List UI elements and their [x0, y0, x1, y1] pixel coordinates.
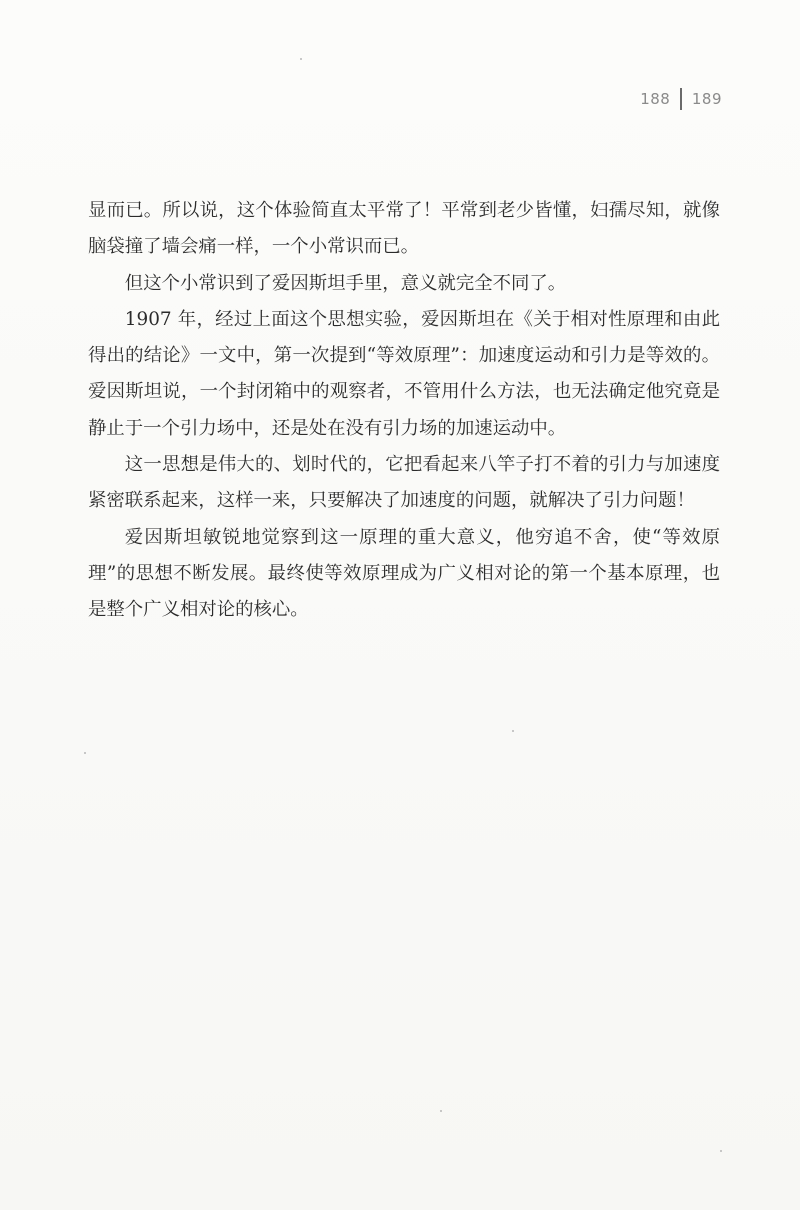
paragraph: 1907 年，经过上面这个思想实验，爱因斯坦在《关于相对性原理和由此得出的结论》一文中，第一次提到“等效原理”：加速度运动和引力是等效的。爱因斯坦说，一个封闭箱中的观察者，不管用什么方法，也无法确定他究竟是静止于一个引力场中，还是处在没有引力场的加速运动中。 [88, 308, 720, 439]
page-number-header [640, 88, 722, 110]
paper-speck [720, 1150, 722, 1152]
right-page-number: 189 [691, 90, 722, 108]
paragraph: 这一思想是伟大的、划时代的，它把看起来八竿子打不着的引力与加速度紧密联系起来，这样一来，只要解决了加速度的问题，就解决了引力问题！ [88, 454, 720, 512]
paper-speck [512, 730, 514, 732]
paper-speck [440, 1110, 442, 1112]
body-text [88, 193, 720, 629]
paragraph: 爱因斯坦敏锐地觉察到这一原理的重大意义，他穷追不舍，使“等效原理”的思想不断发展。最终使等效原理成为广义相对论的第一个基本原理，也是整个广义相对论的核心。 [88, 526, 720, 621]
page-number-divider [680, 88, 682, 110]
paper-speck [300, 58, 302, 60]
paragraph-continuation: 显而已。所以说，这个体验简直太平常了！平常到老少皆懂，妇孺尽知，就像脑袋撞了墙会痛一样，一个小常识而已。 [88, 200, 720, 258]
left-page-number: 188 [640, 90, 671, 108]
paper-speck [84, 752, 86, 754]
paragraph: 但这个小常识到了爱因斯坦手里，意义就完全不同了。 [124, 272, 567, 294]
